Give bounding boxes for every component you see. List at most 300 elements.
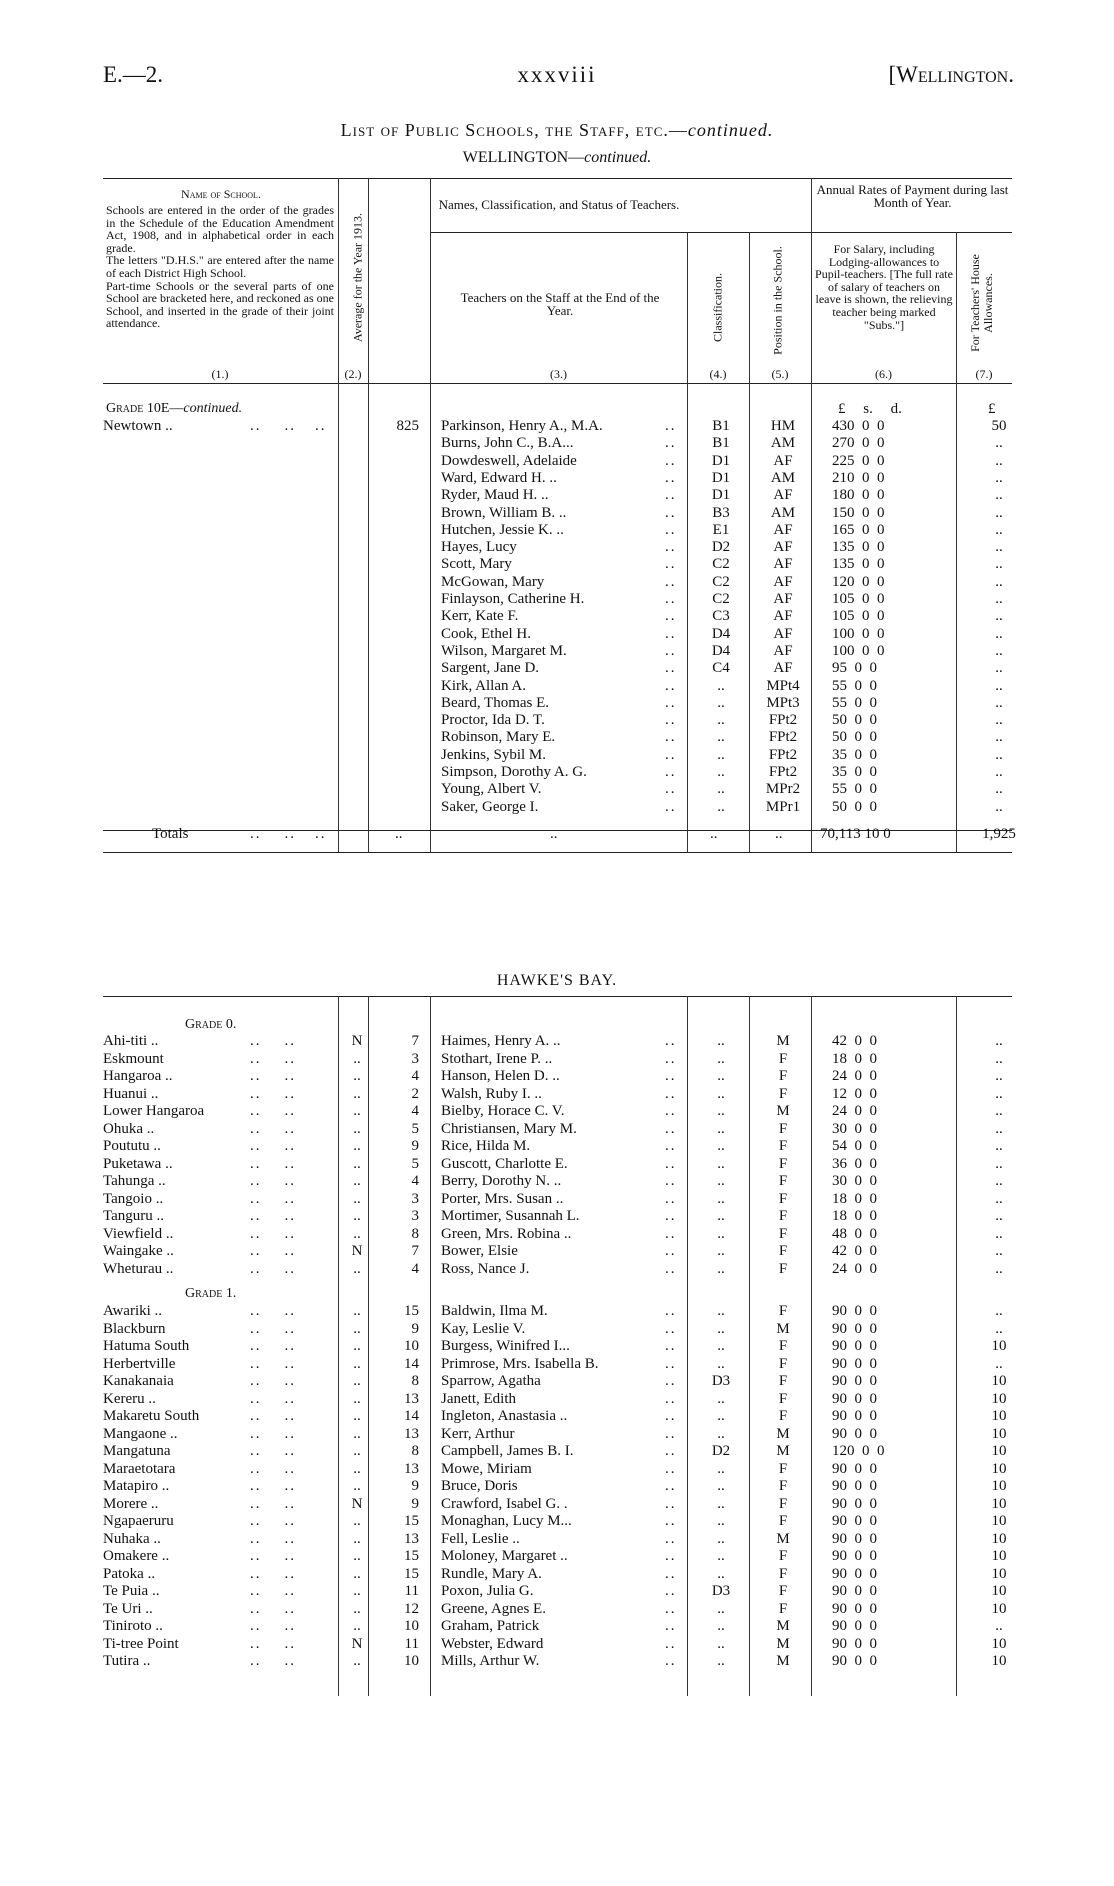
position: F xyxy=(778,1478,788,1494)
average-attendance: 4 xyxy=(411,1068,419,1084)
position: F xyxy=(778,1190,788,1207)
leader-dots: .. .. xyxy=(250,1390,296,1407)
teacher-name: Ross, Nance J. xyxy=(441,1260,530,1277)
position: MPr1 xyxy=(765,798,801,815)
leader-dots: .. xyxy=(665,487,677,504)
table-row xyxy=(0,1208,1114,1225)
salary: 165 0 0 xyxy=(832,521,885,538)
table-row xyxy=(0,1261,1114,1278)
teacher-name: Parkinson, Henry A., M.A. xyxy=(441,418,603,434)
average-attendance: 8 xyxy=(411,1443,419,1459)
classification: E1 xyxy=(712,521,730,538)
school-type: .. xyxy=(353,1208,361,1224)
units-row: £ s. d. xyxy=(838,401,902,417)
grade-0-heading: Grade 0. xyxy=(185,1017,237,1032)
salary: 430 0 0 xyxy=(832,418,885,434)
leader-dots: .. xyxy=(665,1495,677,1512)
average-attendance: 13 xyxy=(404,1530,419,1547)
teacher-name: Finlayson, Catherine H. xyxy=(441,591,585,607)
table-top-rule xyxy=(103,178,1012,179)
salary: 120 0 0 xyxy=(832,1443,885,1459)
salary: 210 0 0 xyxy=(832,469,885,486)
position: F xyxy=(778,1390,788,1407)
school-name: Kanakanaia xyxy=(103,1373,174,1389)
leader-dots: .. .. xyxy=(250,1138,296,1154)
salary: 90 0 0 xyxy=(832,1355,877,1372)
school-name: Lower Hangaroa xyxy=(103,1103,205,1119)
totals-allowance: 1,925 xyxy=(982,826,1016,842)
col-num-1: (1.) xyxy=(211,367,229,381)
leader-dots: .. xyxy=(665,435,677,452)
school-type: .. xyxy=(353,1373,361,1389)
leader-dots: .. .. xyxy=(250,1260,296,1277)
position: F xyxy=(778,1583,788,1599)
average-attendance: 9 xyxy=(411,1495,419,1512)
leader-dots: .. .. xyxy=(250,1443,296,1459)
house-allowance: 10 xyxy=(991,1548,1007,1564)
leader-dots: .. .. xyxy=(250,1103,296,1119)
position: M xyxy=(776,1618,790,1634)
col-head-teachers: Teachers on the Staff at the End of the Year. xyxy=(460,290,660,318)
classification: .. xyxy=(717,1050,725,1067)
position: AM xyxy=(770,469,796,486)
table-row xyxy=(0,764,1114,781)
average-attendance: 15 xyxy=(404,1513,419,1529)
leader-dots: .. .. xyxy=(250,1653,296,1669)
teacher-name: Baldwin, Ilma M. xyxy=(441,1303,548,1319)
salary: 90 0 0 xyxy=(832,1548,877,1564)
salary: 90 0 0 xyxy=(832,1460,877,1477)
leader-dots: .. xyxy=(665,521,677,538)
salary: 55 0 0 xyxy=(832,677,877,694)
leader-dots: .. .. xyxy=(250,1033,296,1049)
school-name: Mangatuna xyxy=(103,1443,171,1459)
table-row xyxy=(0,1601,1114,1618)
school-type: .. xyxy=(353,1548,361,1564)
average-attendance: 3 xyxy=(411,1208,419,1224)
table-row xyxy=(0,1653,1114,1670)
school-name: Ahi-titi .. xyxy=(103,1033,159,1049)
school-type: .. xyxy=(353,1513,361,1529)
house-allowance: .. xyxy=(995,573,1003,590)
salary: 90 0 0 xyxy=(832,1425,877,1442)
salary: 90 0 0 xyxy=(832,1320,877,1337)
table-row xyxy=(0,505,1114,522)
position: F xyxy=(778,1460,788,1477)
average-attendance: 8 xyxy=(411,1373,419,1389)
leader-dots: .. xyxy=(665,556,677,573)
position: F xyxy=(778,1225,788,1242)
salary: 150 0 0 xyxy=(832,504,885,521)
classification: .. xyxy=(717,1530,725,1547)
position: F xyxy=(778,1513,788,1529)
house-allowance: .. xyxy=(995,1155,1003,1172)
house-allowance: .. xyxy=(995,1320,1003,1337)
table-row xyxy=(0,522,1114,539)
leader-dots: .. xyxy=(665,1355,677,1372)
teacher-name: Burns, John C., B.A... xyxy=(441,435,574,452)
house-allowance: .. xyxy=(995,1243,1003,1259)
position: AF xyxy=(773,521,793,538)
school-type: .. xyxy=(353,1390,361,1407)
position: F xyxy=(778,1548,788,1564)
leader-dots: .. .. xyxy=(250,1320,296,1337)
table-row xyxy=(0,1226,1114,1243)
leader-dots: .. xyxy=(665,1425,677,1442)
table-row xyxy=(0,539,1114,556)
position: AF xyxy=(773,608,793,625)
teacher-name: Wilson, Margaret M. xyxy=(441,642,567,659)
table-row xyxy=(0,1496,1114,1513)
school-type: .. xyxy=(353,1068,361,1084)
leader-dots: .. xyxy=(395,826,403,842)
table-row xyxy=(0,1618,1114,1635)
school-type: .. xyxy=(353,1460,361,1477)
house-allowance: 10 xyxy=(991,1338,1007,1354)
school-type: .. xyxy=(353,1190,361,1207)
table-row xyxy=(0,1321,1114,1338)
classification: .. xyxy=(717,764,725,780)
classification: D2 xyxy=(711,1443,731,1459)
table-row xyxy=(0,1191,1114,1208)
leader-dots: .. xyxy=(665,1190,677,1207)
salary: 42 0 0 xyxy=(832,1033,877,1049)
teacher-name: Rundle, Mary A. xyxy=(441,1565,542,1582)
classification: D1 xyxy=(711,469,731,486)
position: F xyxy=(778,1303,788,1319)
leader-dots: .. xyxy=(665,452,677,469)
salary: 30 0 0 xyxy=(832,1173,877,1189)
table-row xyxy=(0,1051,1114,1068)
position: M xyxy=(776,1320,790,1337)
table-row xyxy=(0,1103,1114,1120)
leader-dots: .. xyxy=(665,1050,677,1067)
house-allowance: 10 xyxy=(991,1478,1007,1494)
house-allowance: .. xyxy=(995,625,1003,642)
teacher-name: Bruce, Doris xyxy=(441,1478,518,1494)
leader-dots: .. .. xyxy=(250,1155,296,1172)
classification: .. xyxy=(717,781,725,798)
col-head-rates-group: Annual Rates of Payment during last Month of Year. xyxy=(816,182,1009,210)
school-name: Blackburn xyxy=(103,1320,166,1337)
school-name: Wheturau .. xyxy=(103,1260,174,1277)
teacher-name: Kay, Leslie V. xyxy=(441,1320,526,1337)
school-type: .. xyxy=(353,1155,361,1172)
position: FPt2 xyxy=(768,729,798,746)
classification: D1 xyxy=(711,487,731,504)
average-attendance: 10 xyxy=(404,1618,419,1634)
house-allowance: .. xyxy=(995,556,1003,573)
leader-dots: .. xyxy=(665,1138,677,1154)
house-allowance: .. xyxy=(995,608,1003,625)
teacher-name: Scott, Mary xyxy=(441,556,512,573)
header-mid-rule xyxy=(430,232,1012,233)
classification: .. xyxy=(717,1208,725,1224)
classification: D3 xyxy=(711,1373,731,1389)
house-allowance: .. xyxy=(995,504,1003,521)
teacher-name: Cook, Ethel H. xyxy=(441,625,531,642)
house-allowance: .. xyxy=(995,539,1003,556)
leader-dots: .. .. xyxy=(250,1460,296,1477)
leader-dots: .. xyxy=(665,1653,677,1669)
house-allowance: .. xyxy=(995,1173,1003,1189)
leader-dots: .. .. xyxy=(250,1618,296,1634)
teacher-name: Poxon, Julia G. xyxy=(441,1583,534,1599)
leader-dots: .. .. xyxy=(250,826,296,842)
teacher-name: Guscott, Charlotte E. xyxy=(441,1155,568,1172)
position: M xyxy=(776,1103,790,1119)
classification: .. xyxy=(717,1225,725,1242)
position: AF xyxy=(773,591,793,607)
school-name: Mangaone .. xyxy=(103,1425,178,1442)
house-allowance: .. xyxy=(995,1618,1003,1634)
salary: 90 0 0 xyxy=(832,1530,877,1547)
leader-dots: .. .. xyxy=(250,1583,296,1599)
house-allowance: 10 xyxy=(991,1653,1007,1669)
leader-dots: .. .. xyxy=(250,1120,296,1137)
average-attendance: 5 xyxy=(411,1120,419,1137)
classification: .. xyxy=(717,729,725,746)
leader-dots: .. .. xyxy=(250,1173,296,1189)
average-attendance: 13 xyxy=(404,1390,419,1407)
leader-dots: .. xyxy=(665,1460,677,1477)
table-row xyxy=(0,678,1114,695)
leader-dots: .. .. xyxy=(250,1190,296,1207)
teacher-name: Dowdeswell, Adelaide xyxy=(441,452,577,469)
school-name: Tanguru .. xyxy=(103,1208,165,1224)
average-attendance: 14 xyxy=(404,1408,419,1424)
leader-dots: .. .. xyxy=(250,1425,296,1442)
leader-dots: .. xyxy=(665,1600,677,1617)
salary: 100 0 0 xyxy=(832,625,885,642)
average-attendance: 825 xyxy=(396,418,419,434)
classification: D1 xyxy=(711,452,731,469)
classification: .. xyxy=(717,1635,725,1652)
leader-dots: .. .. xyxy=(250,1600,296,1617)
salary: 90 0 0 xyxy=(832,1390,877,1407)
teacher-name: Crawford, Isabel G. . xyxy=(441,1495,568,1512)
running-head: [Wellington. xyxy=(888,62,1014,87)
classification: .. xyxy=(717,1478,725,1494)
teacher-name: Greene, Agnes E. xyxy=(441,1600,546,1617)
salary: 135 0 0 xyxy=(832,539,885,556)
table-row xyxy=(0,1373,1114,1390)
table-row xyxy=(0,487,1114,504)
col-head-house: For Teachers' House Allowances. xyxy=(968,254,995,352)
leader-dots: .. .. xyxy=(250,1303,296,1319)
house-allowance: .. xyxy=(995,660,1003,677)
average-attendance: 4 xyxy=(411,1260,419,1277)
salary: 105 0 0 xyxy=(832,608,885,625)
leader-dots: .. xyxy=(665,608,677,625)
leader-dots: .. xyxy=(665,1583,677,1599)
house-allowance: .. xyxy=(995,452,1003,469)
leader-dots: .. .. xyxy=(250,418,296,434)
table-row xyxy=(0,1391,1114,1408)
salary: 270 0 0 xyxy=(832,435,885,452)
position: F xyxy=(778,1495,788,1512)
table-row xyxy=(0,1531,1114,1548)
classification: .. xyxy=(717,1548,725,1564)
teacher-name: Graham, Patrick xyxy=(441,1618,540,1634)
table-row xyxy=(0,608,1114,625)
leader-dots: .. xyxy=(665,746,677,763)
salary: 90 0 0 xyxy=(832,1303,877,1319)
classification: .. xyxy=(717,1033,725,1049)
house-allowance: 50 xyxy=(991,418,1007,434)
position: M xyxy=(776,1425,790,1442)
house-allowance: .. xyxy=(995,1225,1003,1242)
position: MPt4 xyxy=(766,677,800,694)
leader-dots: .. xyxy=(665,1085,677,1102)
leader-dots: .. xyxy=(665,712,677,729)
col-head-name: Name of School. xyxy=(181,187,261,201)
teacher-name: Ryder, Maud H. .. xyxy=(441,487,549,504)
teacher-name: Hayes, Lucy xyxy=(441,539,517,556)
classification: .. xyxy=(717,1138,725,1154)
classification: .. xyxy=(717,1303,725,1319)
classification: C2 xyxy=(712,556,730,573)
leader-dots: .. xyxy=(665,660,677,677)
teacher-name: Haimes, Henry A. .. xyxy=(441,1033,561,1049)
leader-dots: .. xyxy=(315,826,327,842)
table-row xyxy=(0,556,1114,573)
school-type: .. xyxy=(353,1173,361,1189)
position: AM xyxy=(770,504,796,521)
house-allowance: .. xyxy=(995,677,1003,694)
school-type: .. xyxy=(353,1103,361,1119)
table-row xyxy=(0,453,1114,470)
salary: 12 0 0 xyxy=(832,1085,877,1102)
school-type: .. xyxy=(353,1600,361,1617)
classification: D3 xyxy=(711,1583,731,1599)
salary: 180 0 0 xyxy=(832,487,885,504)
table-row xyxy=(0,799,1114,816)
school-type: .. xyxy=(353,1303,361,1319)
classification: .. xyxy=(717,1653,725,1669)
salary: 35 0 0 xyxy=(832,746,877,763)
house-allowance: 10 xyxy=(991,1390,1007,1407)
position: F xyxy=(778,1085,788,1102)
house-allowance: .. xyxy=(995,1085,1003,1102)
house-allowance: 10 xyxy=(991,1443,1007,1459)
house-allowance: .. xyxy=(995,729,1003,746)
table-row xyxy=(0,1338,1114,1355)
position: F xyxy=(778,1373,788,1389)
col-num-5: (5.) xyxy=(771,367,789,381)
col-num-4: (4.) xyxy=(709,367,727,381)
salary: 48 0 0 xyxy=(832,1225,877,1242)
teacher-name: Fell, Leslie .. xyxy=(441,1530,520,1547)
position: AF xyxy=(773,539,793,556)
teacher-name: Hanson, Helen D. .. xyxy=(441,1068,560,1084)
col-num-2: (2.) xyxy=(344,367,362,381)
position: F xyxy=(778,1260,788,1277)
leader-dots: .. xyxy=(665,1103,677,1119)
salary: 18 0 0 xyxy=(832,1050,877,1067)
table-row xyxy=(0,1426,1114,1443)
salary: 105 0 0 xyxy=(832,591,885,607)
average-attendance: 3 xyxy=(411,1190,419,1207)
leader-dots: .. xyxy=(665,1565,677,1582)
teacher-name: Young, Albert V. xyxy=(441,781,542,798)
table-row xyxy=(0,418,1114,435)
school-type: .. xyxy=(353,1565,361,1582)
salary: 90 0 0 xyxy=(832,1513,877,1529)
house-allowance: .. xyxy=(995,435,1003,452)
teacher-name: Sargent, Jane D. xyxy=(441,660,540,677)
teacher-name: Primrose, Mrs. Isabella B. xyxy=(441,1355,599,1372)
position: AF xyxy=(773,642,793,659)
school-name: Patoka .. xyxy=(103,1565,156,1582)
page-code: E.—2. xyxy=(103,62,164,87)
teacher-name: Hutchen, Jessie K. .. xyxy=(441,521,564,538)
leader-dots: .. xyxy=(665,469,677,486)
average-attendance: 3 xyxy=(411,1050,419,1067)
house-allowance: 10 xyxy=(991,1635,1007,1652)
classification: .. xyxy=(717,1460,725,1477)
house-allowance: .. xyxy=(995,1120,1003,1137)
school-type: N xyxy=(351,1243,363,1259)
average-attendance: 11 xyxy=(404,1583,419,1599)
leader-dots: .. xyxy=(665,591,677,607)
leader-dots: .. xyxy=(665,1635,677,1652)
average-attendance: 13 xyxy=(404,1460,419,1477)
teacher-name: Burgess, Winifred I... xyxy=(441,1338,570,1354)
salary: 24 0 0 xyxy=(832,1260,877,1277)
house-allowance: .. xyxy=(995,521,1003,538)
average-attendance: 15 xyxy=(404,1548,419,1564)
salary: 90 0 0 xyxy=(832,1373,877,1389)
position: AF xyxy=(773,487,793,504)
classification: .. xyxy=(717,1425,725,1442)
table-row xyxy=(0,1033,1114,1050)
classification: .. xyxy=(717,677,725,694)
leader-dots: .. xyxy=(665,1513,677,1529)
position: M xyxy=(776,1653,790,1669)
average-attendance: 4 xyxy=(411,1173,419,1189)
salary: 50 0 0 xyxy=(832,798,877,815)
average-attendance: 15 xyxy=(404,1565,419,1582)
house-allowance: 10 xyxy=(991,1408,1007,1424)
position: F xyxy=(778,1208,788,1224)
leader-dots: .. xyxy=(665,1320,677,1337)
leader-dots: .. xyxy=(665,1443,677,1459)
school-type: .. xyxy=(353,1618,361,1634)
teacher-name: Stothart, Irene P. .. xyxy=(441,1050,553,1067)
table-row xyxy=(0,1138,1114,1155)
salary: 18 0 0 xyxy=(832,1208,877,1224)
leader-dots: .. xyxy=(665,642,677,659)
school-type: N xyxy=(351,1635,363,1652)
school-name: Morere .. xyxy=(103,1495,159,1512)
salary: 90 0 0 xyxy=(832,1635,877,1652)
house-allowance: .. xyxy=(995,1355,1003,1372)
salary: 90 0 0 xyxy=(832,1653,877,1669)
school-name: Tangoio .. xyxy=(103,1190,164,1207)
school-type: .. xyxy=(353,1653,361,1669)
table-row xyxy=(0,1566,1114,1583)
salary: 90 0 0 xyxy=(832,1478,877,1494)
house-allowance: .. xyxy=(995,642,1003,659)
leader-dots: .. .. xyxy=(250,1208,296,1224)
table-row xyxy=(0,695,1114,712)
school-type: .. xyxy=(353,1225,361,1242)
house-allowance: .. xyxy=(995,1050,1003,1067)
leader-dots: .. xyxy=(665,1530,677,1547)
leader-dots: .. xyxy=(665,1173,677,1189)
house-allowance: 10 xyxy=(991,1425,1007,1442)
